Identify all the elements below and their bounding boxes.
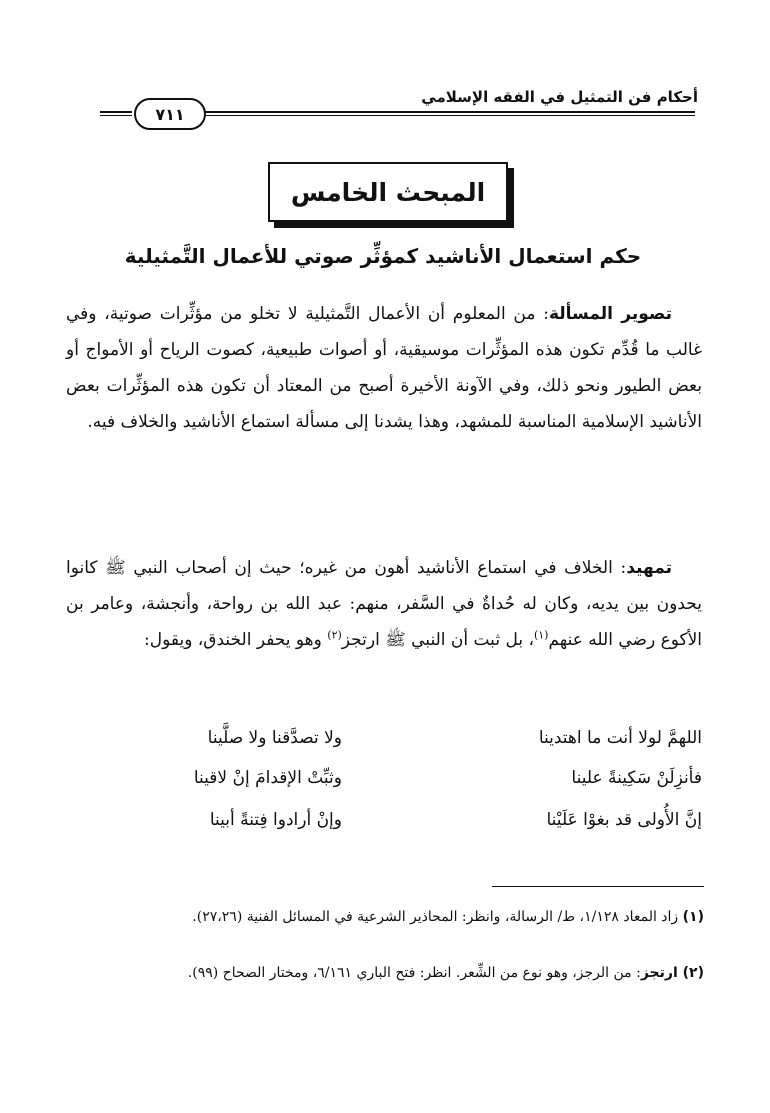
footnote	[64, 960, 704, 987]
verse-first-hemistich: إنَّ الأُولى قد بغوْا عَلَيْنا	[546, 810, 702, 830]
footnote	[64, 904, 704, 931]
paragraph-preface	[66, 550, 702, 658]
verse-first-hemistich: اللهمَّ لولا أنت ما اهتدينا	[538, 728, 702, 748]
page-number: ٧١١	[134, 98, 206, 130]
header-rule-short	[100, 111, 132, 116]
verse-second-hemistich: ولا تصدَّقنا ولا صلَّينا	[207, 728, 342, 748]
paragraph-text: ، بل ثبت أن النبي ﷺ ارتجز	[341, 630, 534, 650]
footnote-ref: (١)	[533, 628, 549, 642]
footnote-text: : من الرجز، وهو نوع من الشِّعر. انظر: فتح الباري ٦/١٦١، ومختار الصحاح (٩٩).	[187, 965, 641, 981]
paragraph-issue-description	[66, 296, 702, 440]
running-title: أحكام فن التمثيل في الفقه الإسلامي	[421, 88, 698, 106]
verse-second-hemistich: وإنْ أرادوا فِتنةً أبينا	[209, 810, 342, 830]
verse-line	[66, 802, 702, 838]
paragraph-text: : الخلاف في استماع الأناشيد أهون من غيره؛ حيث إن أصحاب النبي ﷺ كانوا يحدون بين يديه، وكان له حُداةٌ في السَّفر، منهم: عبد الله بن رواحة، وأنجشة، وعامر بن الأكوع رضي الله عنهم	[66, 558, 702, 650]
section-subtitle: حكم استعمال الأناشيد كمؤثِّر صوتي للأعمال التَّمثيلية	[124, 244, 642, 268]
header-rule	[205, 111, 695, 116]
verse-first-hemistich: فأنزِلَنْ سَكِينةً علينا	[571, 768, 702, 788]
footnote-number: (٢)	[682, 965, 704, 981]
footnote-number: (١)	[682, 909, 704, 925]
footnote-ref: (٢)	[327, 628, 342, 642]
verse-second-hemistich: وثبِّتْ الإقدامَ إنْ لاقينا	[193, 768, 342, 788]
footnote-separator	[492, 886, 704, 887]
footnote-text: زاد المعاد ١/١٢٨، ط/ الرسالة، وانظر: المحاذير الشرعية في المسائل الفنية (٢٧،٢٦).	[192, 909, 683, 925]
paragraph-text: وهو يحفر الخندق، ويقول:	[144, 630, 328, 650]
verse-line	[66, 720, 702, 756]
paragraph-text: : من المعلوم أن الأعمال التَّمثيلية لا تخلو من مؤثِّرات صوتية، وفي غالب ما قُدِّم تكون هذه المؤثِّرات موسيقية، أو أصوات طبيعية، كصوت الرياح أو الأمواج أو بعض الطيور ونحو ذلك، وفي الآونة الأخيرة أصبح من المعتاد أن تكون هذه المؤثِّرات بعض الأناشيد الإسلامية المناسبة للمشهد، وهذا يشدنا إلى مسألة استماع الأناشيد والخلاف فيه.	[66, 304, 702, 432]
verse-line	[66, 760, 702, 796]
footnote-term: ارتجز	[640, 965, 683, 981]
paragraph-lead: تصوير المسألة	[548, 304, 672, 324]
section-heading: المبحث الخامس	[290, 177, 486, 207]
paragraph-lead: تمهيد	[626, 558, 672, 578]
section-heading-box	[268, 162, 508, 222]
